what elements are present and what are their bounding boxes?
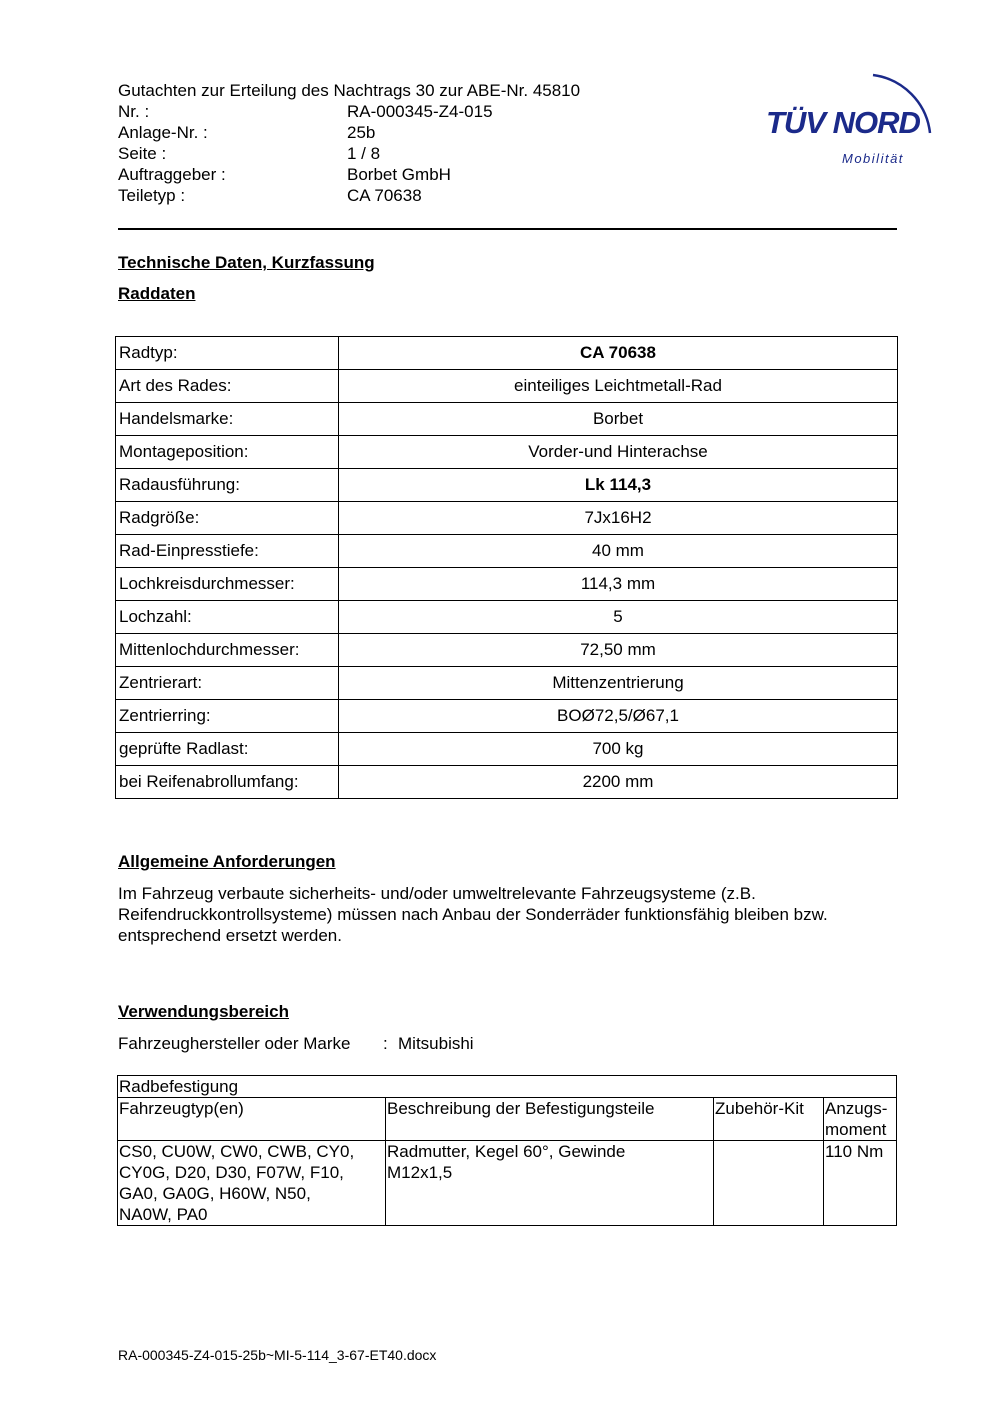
logo-subtitle: Mobilität: [842, 151, 904, 166]
header-label-teiletyp: Teiletyp :: [118, 186, 186, 205]
wheel-spec-value: BOØ72,5/Ø67,1: [339, 700, 898, 733]
wheel-spec-value: 72,50 mm: [339, 634, 898, 667]
wheel-spec-label: Art des Rades:: [116, 370, 339, 403]
table-row: [116, 733, 898, 766]
table-row: [116, 766, 898, 799]
table-row: [116, 436, 898, 469]
wheel-spec-value: 114,3 mm: [339, 568, 898, 601]
header-label-seite: Seite :: [118, 144, 167, 163]
wheel-spec-value: 5: [339, 601, 898, 634]
description-line: M12x1,5: [387, 1163, 453, 1182]
logo-text: TÜV NORD: [766, 105, 920, 140]
mount-cell-vehicle-types: [118, 1141, 386, 1226]
table-row: [116, 535, 898, 568]
wheel-spec-value: Vorder-und Hinterachse: [339, 436, 898, 469]
tuv-nord-logo: [760, 55, 945, 175]
description-line: Radmutter, Kegel 60°, Gewinde: [387, 1142, 626, 1161]
header-value-anlage: 25b: [347, 123, 376, 142]
footer-filename: RA-000345-Z4-015-25b~MI-5-114_3-67-ET40.docx: [118, 1347, 437, 1363]
mount-cell-torque: 110 Nm: [824, 1141, 897, 1226]
general-line: Im Fahrzeug verbaute sicherheits- und/oder umweltrelevante Fahrzeugsysteme (z.B.: [118, 884, 756, 903]
wheel-spec-label: Handelsmarke:: [116, 403, 339, 436]
wheel-spec-value: 700 kg: [339, 733, 898, 766]
wheel-spec-label: Radgröße:: [116, 502, 339, 535]
header-label-nr: Nr. :: [118, 102, 150, 121]
table-row: [116, 568, 898, 601]
header-value-nr: RA-000345-Z4-015: [347, 102, 493, 121]
table-row: [116, 370, 898, 403]
table-row: [116, 403, 898, 436]
mount-header-torque-line1: Anzugs-: [825, 1099, 888, 1118]
section-heading-usage: Verwendungsbereich: [118, 1002, 289, 1021]
wheel-spec-value: 2200 mm: [339, 766, 898, 799]
table-row: [116, 667, 898, 700]
mount-cell-description: [386, 1141, 714, 1226]
document-title: Gutachten zur Erteilung des Nachtrags 30 zur ABE-Nr. 45810: [118, 81, 581, 100]
manufacturer-label: Fahrzeughersteller oder Marke: [118, 1034, 351, 1053]
header-value-auftraggeber: Borbet GmbH: [347, 165, 451, 184]
wheel-spec-value: Lk 114,3: [339, 469, 898, 502]
wheel-spec-label: Mittenlochdurchmesser:: [116, 634, 339, 667]
table-row: [116, 634, 898, 667]
header-label-anlage: Anlage-Nr. :: [118, 123, 208, 142]
wheel-spec-value: einteiliges Leichtmetall-Rad: [339, 370, 898, 403]
vehicle-types-line: NA0W, PA0: [119, 1205, 208, 1224]
table-row: [116, 700, 898, 733]
mount-header-description: Beschreibung der Befestigungsteile: [386, 1098, 714, 1141]
header-value-seite: 1 / 8: [347, 144, 381, 163]
wheel-spec-label: bei Reifenabrollumfang:: [116, 766, 339, 799]
general-line: Reifendruckkontrollsysteme) müssen nach Anbau der Sonderräder funktionsfähig bleiben bzw.: [118, 905, 828, 924]
wheel-spec-label: geprüfte Radlast:: [116, 733, 339, 766]
general-line: entsprechend ersetzt werden.: [118, 926, 342, 945]
wheel-spec-label: Rad-Einpresstiefe:: [116, 535, 339, 568]
table-row: [116, 601, 898, 634]
table-row: [116, 337, 898, 370]
wheel-spec-label: Radtyp:: [116, 337, 339, 370]
wheel-mounting-table: [117, 1075, 897, 1226]
table-row: [116, 502, 898, 535]
vehicle-types-line: CS0, CU0W, CW0, CWB, CY0,: [119, 1142, 355, 1161]
section-heading-wheel-data: Raddaten: [118, 284, 196, 303]
mount-header-torque-line2: moment: [825, 1120, 887, 1139]
wheel-spec-label: Zentrierart:: [116, 667, 339, 700]
header-label-auftraggeber: Auftraggeber :: [118, 165, 226, 184]
wheel-spec-value: CA 70638: [339, 337, 898, 370]
wheel-data-table: [115, 336, 898, 799]
wheel-spec-label: Radausführung:: [116, 469, 339, 502]
wheel-spec-label: Zentrierring:: [116, 700, 339, 733]
wheel-spec-label: Montageposition:: [116, 436, 339, 469]
vehicle-types-line: GA0, GA0G, H60W, N50,: [119, 1184, 311, 1203]
section-heading-general: Allgemeine Anforderungen: [118, 852, 336, 871]
wheel-spec-label: Lochkreisdurchmesser:: [116, 568, 339, 601]
header-value-teiletyp: CA 70638: [347, 186, 422, 205]
manufacturer-separator: :: [383, 1034, 388, 1053]
wheel-spec-value: Borbet: [339, 403, 898, 436]
section-heading-technical: Technische Daten, Kurzfassung: [118, 253, 375, 272]
mount-header-kit: Zubehör-Kit: [714, 1098, 824, 1141]
table-row: [116, 469, 898, 502]
vehicle-types-line: CY0G, D20, D30, F07W, F10,: [119, 1163, 344, 1182]
mount-table-title: Radbefestigung: [118, 1076, 897, 1098]
wheel-spec-label: Lochzahl:: [116, 601, 339, 634]
mount-header-vehicle-types: Fahrzeugtyp(en): [118, 1098, 386, 1141]
manufacturer-value: Mitsubishi: [398, 1034, 474, 1053]
general-requirements-text: [118, 883, 908, 946]
table-row: [118, 1141, 897, 1226]
wheel-spec-value: Mittenzentrierung: [339, 667, 898, 700]
wheel-spec-value: 7Jx16H2: [339, 502, 898, 535]
mount-header-torque: [824, 1098, 897, 1141]
wheel-spec-value: 40 mm: [339, 535, 898, 568]
mount-cell-kit: [714, 1141, 824, 1226]
header-divider: [118, 228, 897, 230]
